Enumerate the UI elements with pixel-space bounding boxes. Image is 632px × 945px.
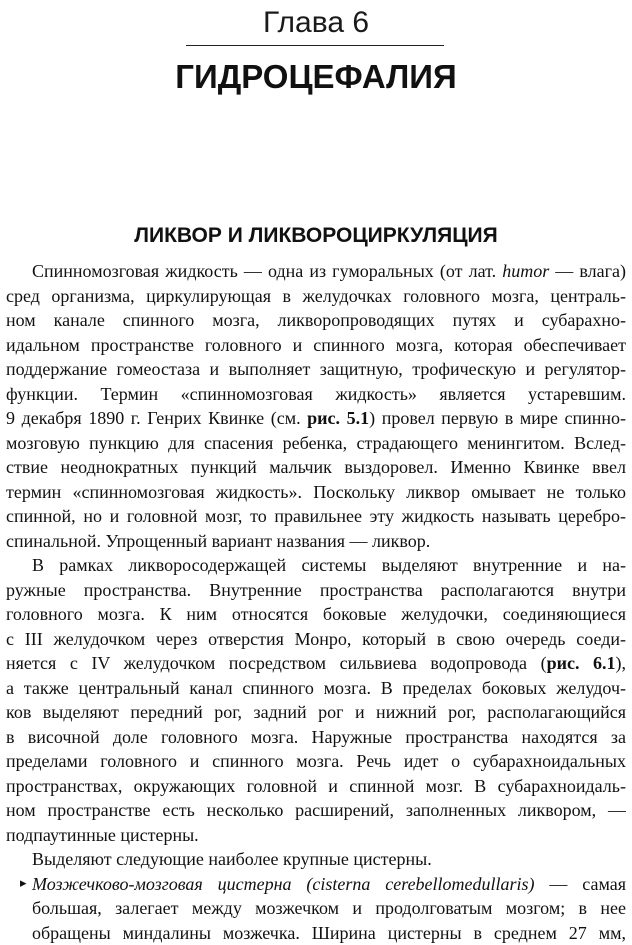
text-line: головного мозга. К ним относятся боковые желудочки, соединяющиеся	[6, 602, 626, 627]
text-line: идальном пространстве головного и спинного мозга, которая обеспечивает	[6, 333, 626, 358]
text-line: в височной доле головного мозга. Наружные пространства находятся за	[6, 725, 626, 750]
text-line: подпаутинные цистерны.	[6, 823, 626, 848]
text-line	[6, 259, 626, 284]
italic-term: Мозжечково-мозговая цистерна (cisterna cerebellomedullaris)	[32, 874, 535, 894]
paragraph	[6, 259, 626, 553]
text-line: сред организма, циркулирующая в желудочках головного мозга, централь-	[6, 284, 626, 309]
body-text	[6, 259, 626, 945]
text-line: большая, залегает между мозжечком и продолговатым мозгом; в нее	[6, 896, 626, 921]
chapter-label: Глава 6	[0, 4, 632, 42]
text-span: 9 декабря 1890 г. Генрих Квинке (см.	[6, 408, 307, 428]
text-line: обращены миндалины мозжечка. Ширина цистерны в среднем 27 мм,	[6, 921, 626, 945]
paragraph	[6, 553, 626, 847]
text-span: — самая	[535, 874, 626, 894]
text-line: мозговую пункцию для спасения ребенка, страдающего менингитом. Вслед-	[6, 431, 626, 456]
text-line: а также центральный канал спинного мозга. В пределах боковых желудоч-	[6, 676, 626, 701]
paragraph	[6, 847, 626, 872]
triangle-bullet-icon: ▸	[20, 872, 27, 897]
text-line	[6, 406, 626, 431]
chapter-title: ГИДРОЦЕФАЛИЯ	[0, 56, 632, 98]
list-item	[6, 872, 626, 945]
figure-reference: рис. 5.1	[307, 408, 369, 428]
text-line: функции. Термин «спинномозговая жидкость» является устаревшим.	[6, 382, 626, 407]
text-line: ном канале спинного мозга, ликворопроводящих путях и субарахно-	[6, 308, 626, 333]
text-line: термин «спинномозговая жидкость». Поскольку ликвор омывает не только	[6, 480, 626, 505]
text-line: Выделяют следующие наиболее крупные цистерны.	[6, 847, 626, 872]
text-line: пространствах, окружающих головной и спинной мозг. В субарахноидаль-	[6, 774, 626, 799]
text-line: ружные пространства. Внутренние пространства располагаются внутри	[6, 578, 626, 603]
text-line: ствие неоднократных пункций мальчик выздоровел. Именно Квинке ввел	[6, 455, 626, 480]
text-span: — влага)	[549, 261, 626, 281]
text-line: ном пространстве есть несколько расширений, заполненных ликвором, —	[6, 798, 626, 823]
text-line: спинной, но и головной мозг, то правильнее эту жидкость называть церебро-	[6, 504, 626, 529]
text-span: няется с IV желудочком посредством сильвиева водопровода (	[6, 653, 547, 673]
text-span: ),	[616, 653, 626, 673]
text-line: поддержание гомеостаза и выполняет защитную, трофическую и регулятор-	[6, 357, 626, 382]
text-line	[6, 651, 626, 676]
chapter-divider	[186, 45, 444, 46]
text-line: пределами головного и спинного мозга. Речь идет о субарахноидальных	[6, 749, 626, 774]
text-line: В рамках ликворосодержащей системы выделяют внутренние и на-	[6, 553, 626, 578]
latin-term: humor	[502, 261, 549, 281]
text-line: спинальной. Упрощенный вариант названия — ликвор.	[6, 529, 626, 554]
text-line: с III желудочком через отверстия Монро, который в свою очередь соеди-	[6, 627, 626, 652]
text-span: ) провел первую в мире спинно-	[369, 408, 626, 428]
text-line: ков выделяют передний рог, задний рог и нижний рог, располагающийся	[6, 700, 626, 725]
section-title: ЛИКВОР И ЛИКВОРОЦИРКУЛЯЦИЯ	[0, 222, 632, 250]
figure-reference: рис. 6.1	[547, 653, 616, 673]
text-span: Спинномозговая жидкость — одна из гуморальных (от лат.	[32, 261, 502, 281]
